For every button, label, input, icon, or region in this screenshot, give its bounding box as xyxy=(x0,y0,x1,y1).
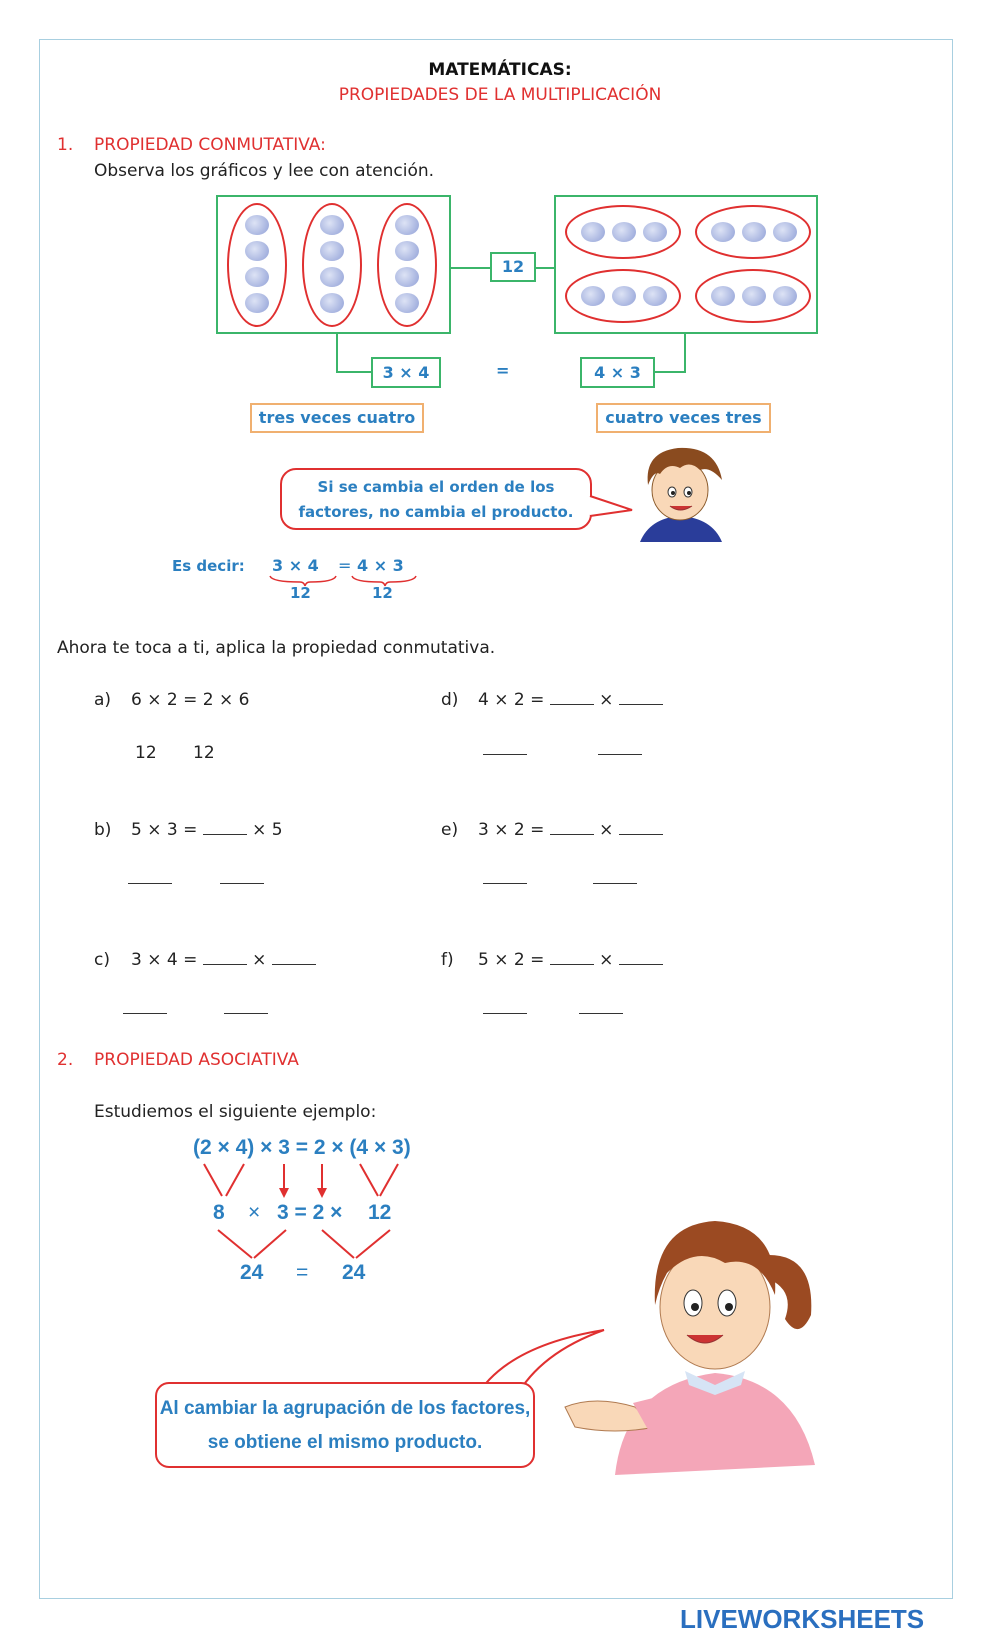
section2-heading: PROPIEDAD ASOCIATIVA xyxy=(94,1050,299,1070)
exercise-a-result-1: 12 xyxy=(135,743,157,763)
exercise-d-mid: × xyxy=(593,690,619,710)
words-left-box: tres veces cuatro xyxy=(250,403,424,433)
ball xyxy=(773,222,797,242)
es-decir-label: Es decir: xyxy=(172,557,245,575)
exercise-d-result-blank-1[interactable] xyxy=(483,754,527,755)
exercise-f-label: f) xyxy=(441,950,454,970)
bubble1-line2: factores, no cambia el producto. xyxy=(298,503,574,521)
ball xyxy=(395,267,419,287)
assoc-row3-c: 24 xyxy=(342,1261,366,1284)
exercise-e-label: e) xyxy=(441,820,459,840)
bubble1-line1: Si se cambia el orden de los xyxy=(317,478,555,496)
ball xyxy=(245,267,269,287)
brand-logo xyxy=(680,1604,924,1635)
exercise-e-mid: × xyxy=(593,820,619,840)
horizontal-oval-2 xyxy=(695,205,811,259)
es-decir-result-right: 12 xyxy=(372,584,393,602)
section2-number: 2. xyxy=(57,1050,74,1070)
ball xyxy=(581,222,605,242)
ball xyxy=(245,241,269,261)
groups-of-four-box xyxy=(216,195,451,334)
ball xyxy=(711,222,735,242)
assoc-row2-d: 12 xyxy=(368,1201,392,1224)
exercise-c-blank-2[interactable] xyxy=(272,964,316,965)
exercise-e-row xyxy=(478,820,663,840)
es-decir-equals: = xyxy=(338,556,352,575)
exercise-f-left: 5 × 2 = xyxy=(478,950,550,970)
exercise-d-label: d) xyxy=(441,690,459,710)
ball xyxy=(581,286,605,306)
exercise-a-expr: 6 × 2 = 2 × 6 xyxy=(131,690,250,710)
exercise-e-blank-2[interactable] xyxy=(619,834,663,835)
exercise-d-result-blank-2[interactable] xyxy=(598,754,642,755)
exercise-c-left: 3 × 4 = xyxy=(131,950,203,970)
exercise-e-result-blank-2[interactable] xyxy=(593,883,637,884)
ball xyxy=(320,215,344,235)
ball xyxy=(395,293,419,313)
speech-bubble-commutative xyxy=(280,468,592,530)
girl-illustration xyxy=(555,1195,845,1485)
horizontal-oval-3 xyxy=(565,269,681,323)
exercise-b-row xyxy=(131,820,283,840)
exercise-f-row xyxy=(478,950,663,970)
assoc-row3-b: = xyxy=(296,1261,309,1284)
ball xyxy=(245,215,269,235)
ball xyxy=(612,222,636,242)
exercise-a-label: a) xyxy=(94,690,112,710)
vertical-oval-3 xyxy=(377,203,437,327)
horizontal-oval-4 xyxy=(695,269,811,323)
ball xyxy=(711,286,735,306)
ball xyxy=(395,241,419,261)
exercise-e-blank-1[interactable] xyxy=(550,834,594,835)
ball xyxy=(643,286,667,306)
section2-instruction: Estudiemos el siguiente ejemplo: xyxy=(94,1102,377,1122)
exercise-b-right: × 5 xyxy=(246,820,283,840)
assoc-row2-c: 3 = 2 × xyxy=(277,1201,343,1224)
exercise-b-left: 5 × 3 = xyxy=(131,820,203,840)
boy-illustration xyxy=(630,440,740,545)
exercise-d-blank-1[interactable] xyxy=(550,704,594,705)
total-box: 12 xyxy=(490,252,536,282)
exercise-b-result-blank-2[interactable] xyxy=(220,883,264,884)
bubble2-line2: se obtiene el mismo producto. xyxy=(207,1432,483,1453)
exercise-f-blank-2[interactable] xyxy=(619,964,663,965)
exercise-c-label: c) xyxy=(94,950,110,970)
exercise-c-blank-1[interactable] xyxy=(203,964,247,965)
exercise-c-result-blank-1[interactable] xyxy=(123,1013,167,1014)
groups-of-three-box xyxy=(554,195,818,334)
ball xyxy=(320,293,344,313)
es-decir-right: 4 × 3 xyxy=(357,556,404,575)
assoc-row2-a: 8 xyxy=(213,1201,225,1224)
assoc-row3-a: 24 xyxy=(240,1261,264,1284)
exercise-c-mid: × xyxy=(246,950,272,970)
exercise-c-result-blank-2[interactable] xyxy=(224,1013,268,1014)
exercise-b-result-blank-1[interactable] xyxy=(128,883,172,884)
expr-4x3-box: 4 × 3 xyxy=(580,357,655,388)
exercise-b-label: b) xyxy=(94,820,112,840)
exercise-d-blank-2[interactable] xyxy=(619,704,663,705)
es-decir-left: 3 × 4 xyxy=(272,556,319,575)
section1-instruction: Observa los gráficos y lee con atención. xyxy=(94,161,435,181)
ball xyxy=(773,286,797,306)
expr-3x4-box: 3 × 4 xyxy=(371,357,441,388)
exercise-e-result-blank-1[interactable] xyxy=(483,883,527,884)
page-title: MATEMÁTICAS: xyxy=(428,60,572,80)
expr-equals: = xyxy=(496,361,510,380)
ball xyxy=(742,222,766,242)
section1-heading: PROPIEDAD CONMUTATIVA: xyxy=(94,135,326,155)
exercise-d-left: 4 × 2 = xyxy=(478,690,550,710)
assoc-row1: (2 × 4) × 3 = 2 × (4 × 3) xyxy=(193,1136,411,1159)
brand-name: LIVEWORKSHEETS xyxy=(680,1604,925,1634)
horizontal-oval-1 xyxy=(565,205,681,259)
ball xyxy=(395,215,419,235)
vertical-oval-1 xyxy=(227,203,287,327)
exercise-a-result-2: 12 xyxy=(193,743,215,763)
exercise-e-left: 3 × 2 = xyxy=(478,820,550,840)
exercise-f-blank-1[interactable] xyxy=(550,964,594,965)
page-subtitle: PROPIEDADES DE LA MULTIPLICACIÓN xyxy=(338,85,662,105)
exercise-c-row xyxy=(131,950,316,970)
ball xyxy=(245,293,269,313)
words-right-box: cuatro veces tres xyxy=(596,403,771,433)
ball xyxy=(643,222,667,242)
exercise-d-row xyxy=(478,690,663,710)
speech-bubble-associative xyxy=(155,1382,535,1468)
exercise-f-result-blank-1[interactable] xyxy=(483,1013,527,1014)
es-decir-result-left: 12 xyxy=(290,584,311,602)
ball xyxy=(612,286,636,306)
section1-number: 1. xyxy=(57,135,74,155)
bubble1-tail xyxy=(588,490,636,526)
ball xyxy=(742,286,766,306)
assoc-row2-b: × xyxy=(248,1201,261,1224)
assoc-arrows-2 xyxy=(210,1228,410,1262)
vertical-oval-2 xyxy=(302,203,362,327)
ball xyxy=(320,241,344,261)
exercise-f-result-blank-2[interactable] xyxy=(579,1013,623,1014)
exercise-b-blank-1[interactable] xyxy=(203,834,247,835)
exercise-f-mid: × xyxy=(593,950,619,970)
ball xyxy=(320,267,344,287)
bubble2-line1: Al cambiar la agrupación de los factores, xyxy=(159,1398,531,1419)
practice-intro: Ahora te toca a ti, aplica la propiedad conmutativa. xyxy=(57,638,496,658)
